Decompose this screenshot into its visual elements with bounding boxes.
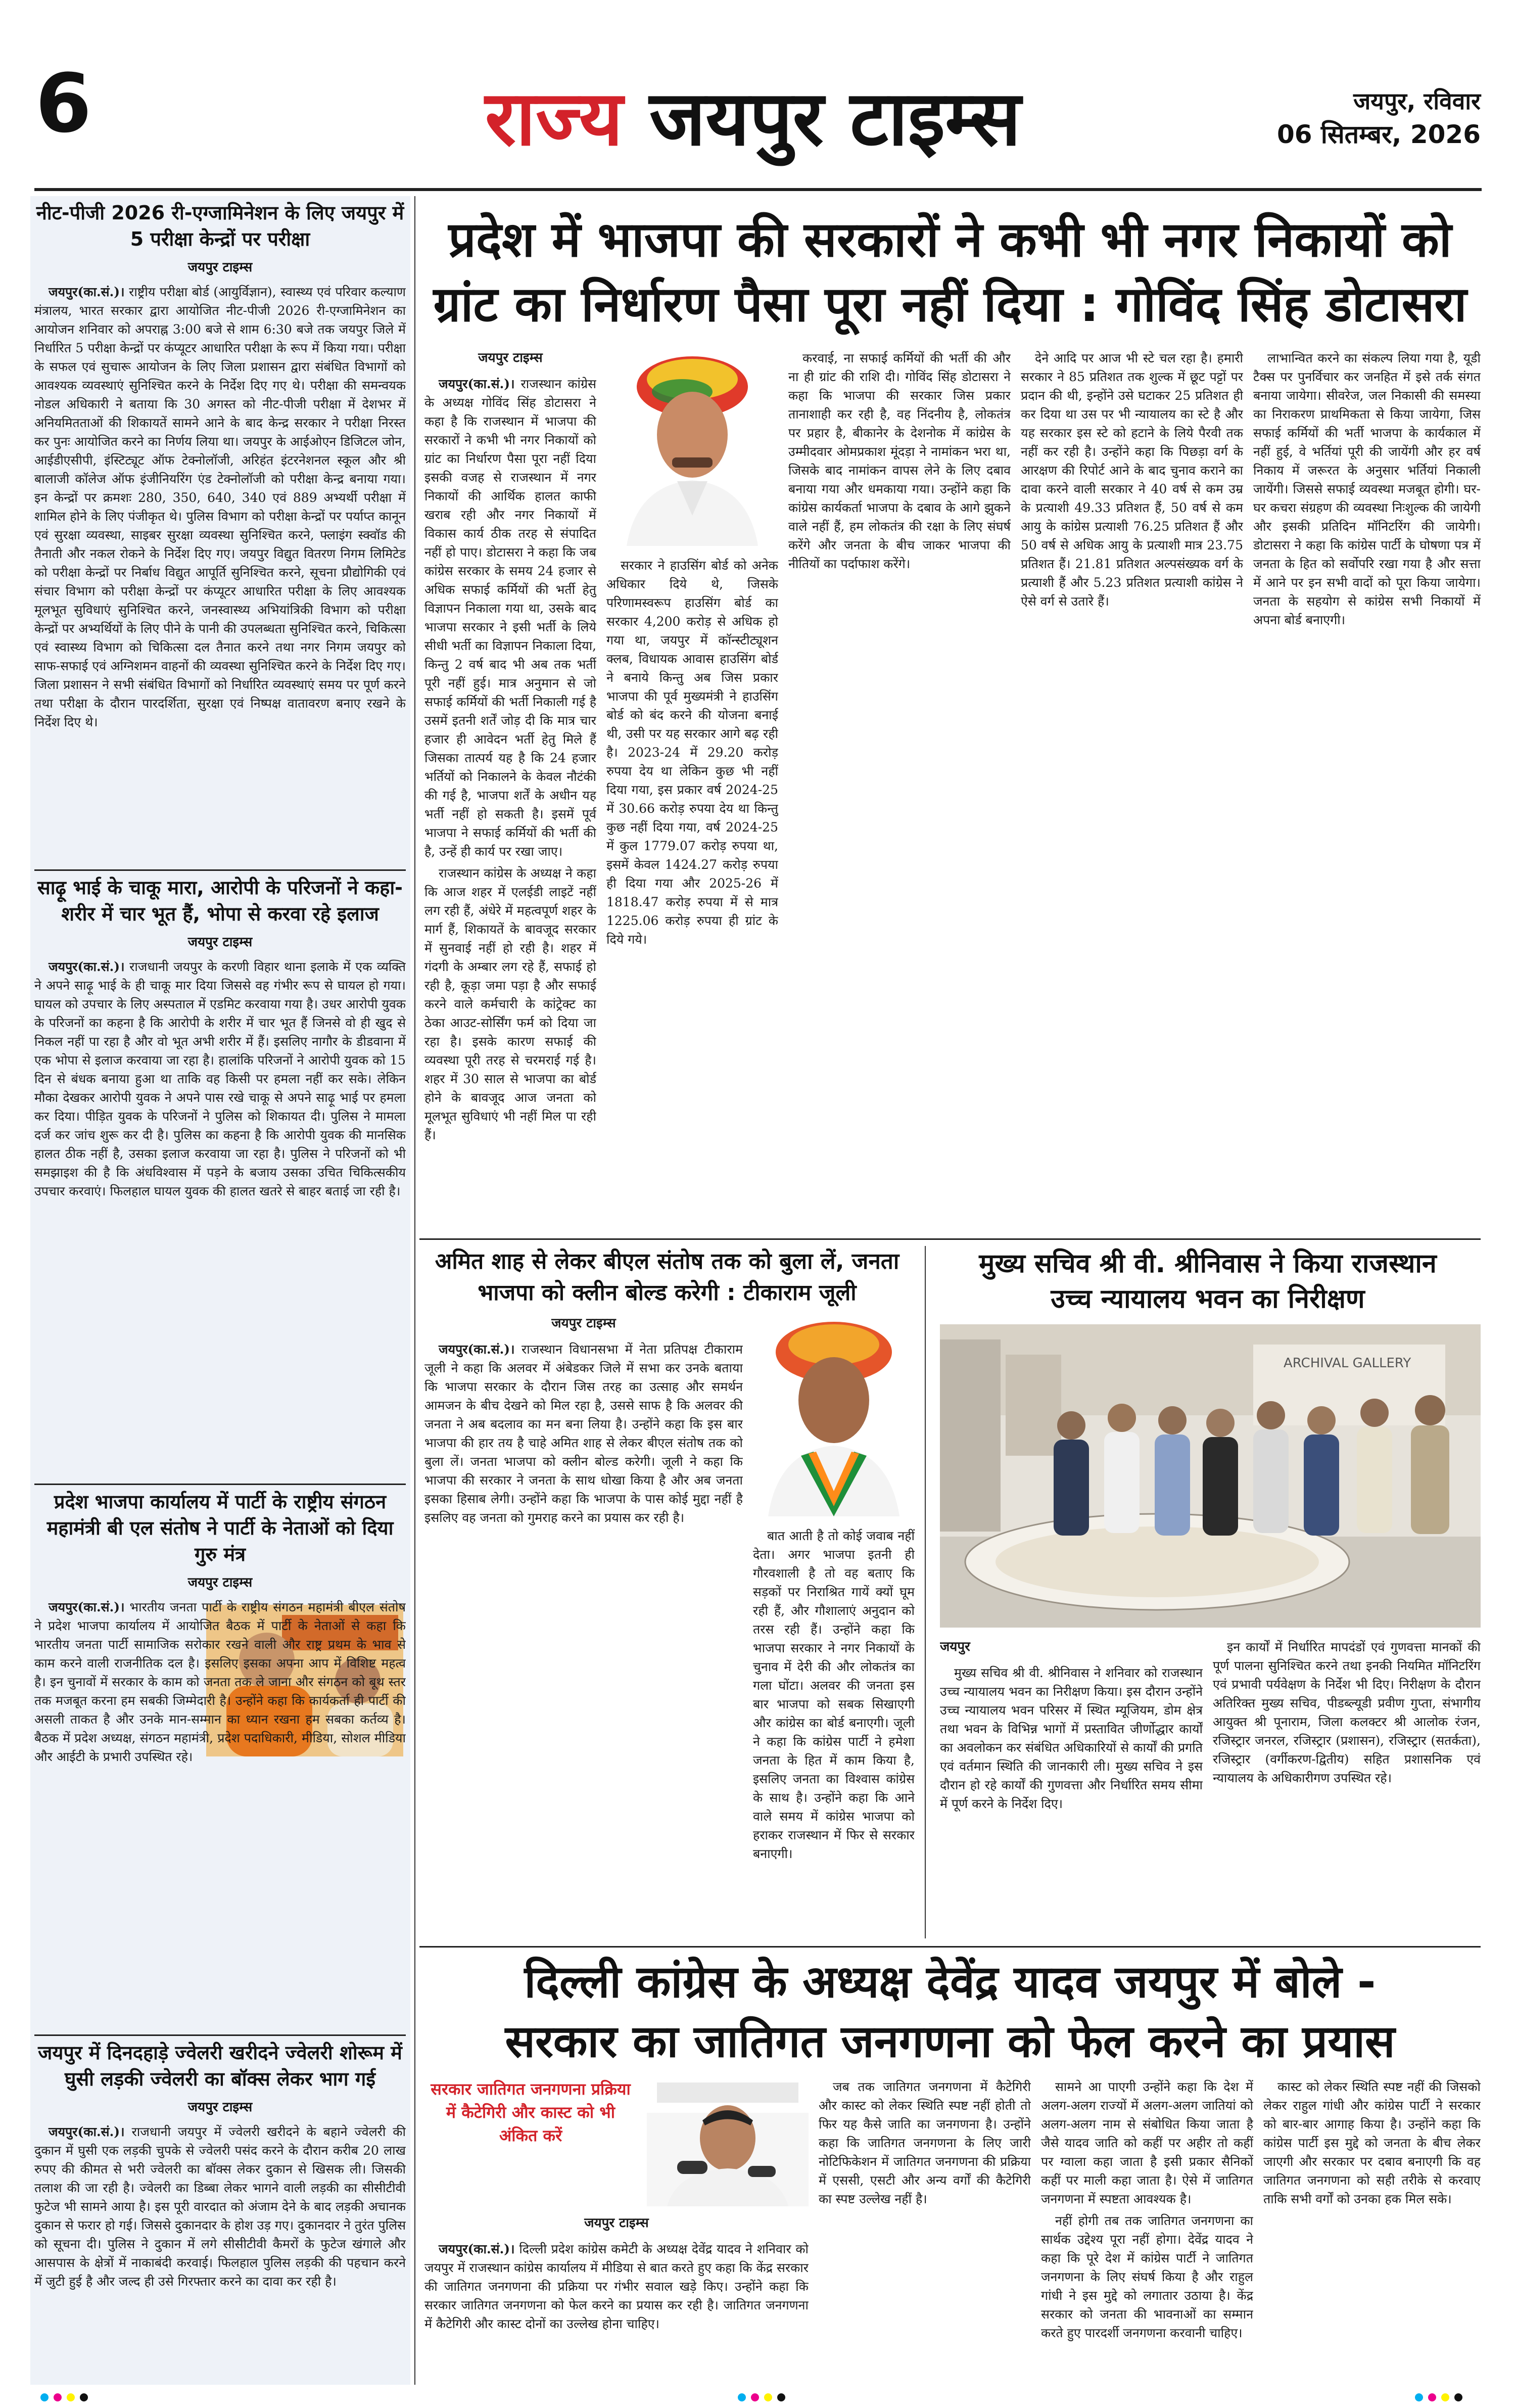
mid-bottom-rule xyxy=(419,1946,1481,1948)
dateline: जयपुर(का.सं.)। xyxy=(49,959,125,974)
cs-col-2 xyxy=(1213,1638,1481,1938)
registration-marks-bottom-right xyxy=(1415,2393,1476,2403)
yadav-col3-text: सामने आ पाएगी उन्होंने कहा कि देश में अलग-अलग राज्यों में अलग-अलग जातियां को अलग-अलग नाम से संबोधित किया जाता है जैसे यादव जाति को कहीं पर अहीर तो कहीं पर ग्वाला कहा जाता है इसी प्रकार सैनिकों कहीं पर माली कहा जाता है। ऐसे में जातिगत जनगणना में स्पष्टता आवश्यक है। xyxy=(1041,2079,1253,2206)
story-body: भारतीय जनता पार्टी के राष्ट्रीय संगठन महामंत्री बीएल संतोष ने प्रदेश भाजपा कार्यालय में आयोजित बैठक में पार्टी के नेताओं से कहा कि भारतीय जनता पार्टी सामाजिक सरोकार रखने वाली और राष्ट्र प्रथम के भाव से काम करने वाली राजनीतिक दल है। इसलिए इसका अपना आप में विशिष्ट महत्व है। इन चुनावों में सरकार के काम को जनता तक ले जाना और संगठन को बूथ स्तर तक मजबूत करना हम सबकी जिम्मेदारी है। उन्होंने कहा कि कार्यकर्ता ही पार्टी की असली ताकत है और उनके मान-सम्मान का ध्यान रखना हम सबका कर्तव्य है। बैठक में प्रदेश अध्यक्ष, संगठन महामंत्री, प्रदेश पदाधिकारी, मीडिया, सोशल मीडिया और आईटी के प्रभारी उपस्थित रहे। xyxy=(34,1600,406,1764)
sidebar-divider xyxy=(414,196,415,2385)
jully-photo xyxy=(753,1314,915,1516)
lead-col-1 xyxy=(424,349,596,1231)
cs-col-1 xyxy=(940,1638,1203,1938)
lead-col6-text: लाभान्वित करने का संकल्प लिया गया है, यूडी टैक्स पर पुनर्विचार कर जनहित में इसे तर्क संगत बनाया जायेगा। सीवरेज, जल निकासी की समस्या का निराकरण प्राथमिकता से किया जायेगा, जिस सफाई कर्मियों की भर्ती भाजपा के कार्यकाल में नहीं हुई, वे भर्तियां पूरी की जायेंगी और हर वर्ष निकाय में जरूरत के अनुसार भर्तियां निकाली जायेंगी। जिससे सफाई व्यवस्था मजबूत होगी। घर-घर कचरा संग्रहण की व्यवस्था निःशुल्क की जायेगी और इसकी प्रतिदिन मॉनिटरिंग की जायेगी। डोटासरा ने कहा कि कांग्रेस पार्टी के घोषणा पत्र में जनता के हित को सर्वोपरि रखा गया है और सत्ता में आने पर इन सभी वादों को पूरा किया जायेगा। जनता के सहयोग से कांग्रेस सभी निकायों में अपना बोर्ड बनाएगी। xyxy=(1253,351,1481,627)
jully-headline xyxy=(419,1246,915,1309)
story-divider xyxy=(34,2034,406,2036)
lead-byline: जयपुर टाइम्स xyxy=(478,350,543,365)
sidebar-story-stabbing xyxy=(34,874,406,1481)
lead-col4-text: करवाई, ना सफाई कर्मियों की भर्ती की और ना ही ग्रांट की राशि दी। गोविंद सिंह डोटासरा ने कहा कि भाजपा की सरकार जिस प्रकार तानाशाही कर रही है, वह निंदनीय है, लोकतंत्र पर प्रहार है, बीकानेर के देशनोक में कांग्रेस के उम्मीदवार ओमप्रकाश मूंदड़ा ने नामांकन भरा था, जिसके बाद नामांकन वापस लेने के लिए दबाव बनाया गया और धमकाया गया। उन्होंने कहा कि कांग्रेस कार्यकर्ता भाजपा के दबाव के आगे झुकने वाले नहीं हैं, हम लोकतंत्र की रक्षा के लिए संघर्ष करेंगे और जनता के बीच जाकर भाजपा की नीतियों का पर्दाफाश करेंगे। xyxy=(788,351,1011,571)
yadav-headline xyxy=(419,1952,1481,2071)
sidebar-story-byline: जयपुर टाइम्स xyxy=(187,935,253,950)
yadav-byline: जयपुर टाइम्स xyxy=(584,2215,649,2231)
masthead-title xyxy=(374,76,1132,162)
sidebar-story-byline: जयपुर टाइम्स xyxy=(187,1575,253,1590)
sidebar-story-title: जयपुर में दिनदहाड़े ज्वेलरी खरीदने ज्वेलरी शोरूम में घुसी लड़की ज्वेलरी का बॉक्स लेकर भाग गई xyxy=(38,2042,402,2090)
yadav-col-4 xyxy=(1041,2077,1253,2383)
lead-col3-text: सरकार ने हाउसिंग बोर्ड को अनेक अधिकार दिये थे, जिसके परिणामस्वरूप हाउसिंग बोर्ड का सरकार 4,200 करोड़ से अधिक हो गया था, जयपुर में कॉन्स्टीट्यूशन क्लब, विधायक आवास हाउसिंग बोर्ड ने बनाये किन्तु अब जिस प्रकार भाजपा की पूर्व मुख्यमंत्री ने हाउसिंग बोर्ड को बंद करने की योजना बनाई थी, उसी पर यह सरकार आगे बढ़ रही है। 2023-24 में 29.20 करोड़ रुपया देय था लेकिन कुछ भी नहीं दिया गया, इस प्रकार वर्ष 2024-25 में 30.66 करोड़ रुपया देय था किन्तु कुछ नहीं दिया गया, वर्ष 2024-25 में कुल 1779.07 करोड़ रुपया था, इसमें केवल 1424.27 करोड़ रुपया ही दिया गया और 2025-26 में 1818.47 करोड़ रुपया में से मात्र 1225.06 करोड़ रुपया ही ग्रांट के दिये गये। xyxy=(606,558,778,947)
lead-bottom-rule xyxy=(419,1238,1481,1240)
story-divider xyxy=(34,1484,406,1485)
story-body: राजधानी जयपुर के करणी विहार थाना इलाके में एक व्यक्ति ने अपने साढ़ू भाई के ही चाकू मार दिया जिससे वह गंभीर रूप से घायल हो गया। घायल को उपचार के लिए अस्पताल में एडमिट करवाया गया है। उधर आरोपी युवक के परिजनों का कहना है कि आरोपी के शरीर में चार भूत हैं जिनसे वो ही खुद से निकल नहीं पा रहा है और वो भूत अभी शरीर में हैं। इसलिए नागौर के डीडवाना में एक भोपा से इलाज करवाया जा रहा है। हालांकि परिजनों ने आरोपी युवक को 15 दिन से बंधक बनाया हुआ था ताकि वह किसी पर हमला नहीं कर सके। लेकिन मौका देखकर आरोपी युवक ने अपने पास रखे चाकू से अपने साढ़ू भाई पर हमला कर दिया। पीड़ित युवक के परिजनों ने पुलिस को शिकायत दी। पुलिस ने मामला दर्ज कर जांच शुरू कर दी है। पुलिस का कहना है कि आरोपी युवक की मानसिक हालत ठीक नहीं है, उसका इलाज करवाया जा रहा है। पुलिस ने परिजनों को भी समझाइश की है कि अंधविश्वास में पड़ने के बजाय उसका उचित चिकित्सकीय उपचार करवाएं। फिलहाल घायल युवक की हालत खतरे से बाहर बताई जा रही है। xyxy=(34,959,406,1198)
archival-gallery-sign: ARCHIVAL GALLERY xyxy=(1284,1356,1411,1371)
lead-col2-text: राजस्थान कांग्रेस के अध्यक्ष ने कहा कि आज शहर में एलईडी लाइटें नहीं लग रही हैं, अंधेरे में महत्वपूर्ण शहर के मार्ग हैं, शिकायतें के बावजूद सरकार में सुनवाई नहीं हो रही है। शहर में गंदगी के अम्बार लग रहे हैं, सफाई हो रही है, कूड़ा जमा पड़ा है और सफाई करने वाले कर्मचारी के कांट्रेक्ट का ठेका आउट-सोर्सिंग फर्म को दिया जा रहा है। इसके कारण सफाई की व्यवस्था पूरी तरह से चरमराई गई है। शहर में 30 साल से भाजपा का बोर्ड होने के बावजूद आज जनता को मूलभूत सुविधाएं भी नहीं मिल पा रही हैं। xyxy=(424,866,596,1142)
yadav-headline-line1: दिल्ली कांग्रेस के अध्यक्ष देवेंद्र यादव जयपुर में बोले - xyxy=(524,1956,1376,2008)
jully-col1-text: राजस्थान विधानसभा में नेता प्रतिपक्ष टीकाराम जूली ने कहा कि अलवर में अंबेडकर जिले में सभा कर उनके बताया कि भाजपा सरकार के दौरान जिस तरह का उत्साह और समर्थन आमजन के बीच देखने को मिल रहा है, उससे साफ है कि अलवर की जनता ने अब बदलाव का मन बना लिया है। उन्होंने कहा कि इस बार भाजपा की हार तय है चाहे अमित शाह से लेकर बीएल संतोष तक को बुला लें। जनता भाजपा को क्लीन बोल्ड करेगी। जूली ने कहा कि भाजपा की सरकार ने जनता के साथ धोखा किया है और अब जनता इसका हिसाब लेगी। उन्होंने कहा कि भाजपा के पास कोई मुद्दा नहीं है इसलिए वह जनता को गुमराह करने का प्रयास कर रही है। xyxy=(424,1342,743,1525)
jully-col-2 xyxy=(753,1526,915,1938)
masthead-name: जयपुर टाइम्स xyxy=(649,75,1021,163)
dateline: जयपुर(का.सं.)। xyxy=(49,1600,125,1614)
registration-marks-bottom-center xyxy=(738,2393,798,2403)
dateline: जयपुर(का.सं.)। xyxy=(439,1342,515,1357)
cs-col2-text: इन कार्यों में निर्धारित मापदंडों एवं गुणवत्ता मानकों की पूर्ण पालना सुनिश्चित करने तथा इनकी नियमित मॉनिटरिंग एवं प्रभावी पर्यवेक्षण के निर्देश भी दिए। निरीक्षण के दौरान अतिरिक्त मुख्य सचिव, पीडब्ल्यूडी प्रवीण गुप्ता, संभागीय आयुक्त श्री पूनाराम, जिला कलक्टर श्री आलोक रंजन, रजिस्ट्रार जनरल, रजिस्ट्रार (प्रशासन), रजिस्ट्रार (सतर्कता), रजिस्ट्रार (वर्गीकरण-द्वितीय) सहित प्रशासनिक एवं न्यायालय के अधिकारीगण उपस्थित रहे। xyxy=(1213,1640,1481,1785)
yadav-col4-text: नहीं होगी तब तक जातिगत जनगणना का सार्थक उद्देश्य पूरा नहीं होगा। देवेंद्र यादव ने कहा कि पूरे देश में कांग्रेस पार्टी ने जातिगत जनगणना के लिए संघर्ष किया है और राहुल गांधी ने इस मुद्दे को लगातार उठाया है। केंद्र सरकार को जनता की भावनाओं का सम्मान करते हुए पारदर्शी जनगणना करवानी चाहिए। xyxy=(1041,2213,1253,2340)
lead-col-6 xyxy=(1253,349,1481,1231)
yadav-headline-line2: सरकार का जातिगत जनगणना को फेल करने का प्रयास xyxy=(505,2015,1395,2067)
lead-col-3 xyxy=(606,556,778,1231)
masthead-date: 06 सितम्बर, 2026 xyxy=(1276,120,1481,149)
yadav-col5-text: कास्ट को लेकर स्थिति स्पष्ट नहीं की जिसको लेकर राहुल गांधी और कांग्रेस पार्टी ने सरकार को बार-बार आगाह किया है। उन्होंने कहा कि कांग्रेस पार्टी इस मुद्दे को जनता के बीच लेकर जाएगी और सरकार पर दबाव बनाएगी कि वह जातिगत जनगणना को सही तरीके से करवाए ताकि सभी वर्गों को उनका हक मिल सके। xyxy=(1263,2079,1481,2206)
sidebar-story-byline: जयपुर टाइम्स xyxy=(187,2100,253,2115)
lead-headline-line1: प्रदेश में भाजपा की सरकारों ने कभी भी नगर निकायों को xyxy=(448,211,1452,268)
story-body: राष्ट्रीय परीक्षा बोर्ड (आयुर्विज्ञान), स्वास्थ्य एवं परिवार कल्याण मंत्रालय, भारत सरकार द्वारा आयोजित नीट-पीजी 2026 री-एग्जामिनेशन का आयोजन शनिवार को अपराह्न 3:00 बजे से शाम 6:30 बजे तक जयपुर जिले में निर्धारित 5 परीक्षा केन्द्रों पर कंप्यूटर आधारित परीक्षा के रूप में किया गया। परीक्षा के सफल एवं सुचारू आयोजन के लिए जिला प्रशासन द्वारा संबंधित विभागों को आवश्यक व्यवस्थाएं सुनिश्चित करने के निर्देश दिए गए थे। परीक्षा की समन्वयक नोडल अधिकारी ने बताया कि 30 अगस्त को नीट-पीजी परीक्षा में देशभर में अनियमितताओं की शिकायतें सामने आने के बाद केन्द्र सरकार ने परीक्षा निरस्त कर पुनः आयोजित करने का निर्णय लिया था। जयपुर के आईओएन डिजिटल जोन, आईडीएसीपी, इंस्टिट्यूट ऑफ टेक्नोलॉजी, अरिहंत इंटरनेशनल स्कूल और श्री बालाजी कॉलेज ऑफ इंजीनियरिंग एंड टेक्नोलॉजी को परीक्षा केन्द्र बनाया गया। इन केन्द्रों पर क्रमशः 280, 350, 640, 340 एवं 889 अभ्यर्थी परीक्षा में शामिल होने के लिए पंजीकृत थे। पुलिस विभाग को परीक्षा केन्द्रों पर पर्याप्त कानून एवं सुरक्षा व्यवस्था, साइबर सुरक्षा व्यवस्था सुनिश्चित करने, फ्लाइंग स्क्वॉड की तैनाती और नकल रोकने के निर्देश दिए गए। जयपुर विद्युत वितरण निगम लिमिटेड को परीक्षा केन्द्रों पर निर्बाध विद्युत आपूर्ति सुनिश्चित करने, सूचना प्रौद्योगिकी एवं संचार विभाग को परीक्षा केन्द्रों पर कंप्यूटर आधारित परीक्षा के लिए आवश्यक मूलभूत सुविधाएं सुनिश्चित करने, जनस्वास्थ्य अभियांत्रिकी विभाग को परीक्षा केन्द्रों पर अभ्यर्थियों के लिए पीने के पानी की उपलब्धता सुनिश्चित करने, चिकित्सा एवं स्वास्थ्य विभाग को चिकित्सा दल तैनात करने तथा नगर निगम जयपुर को साफ-सफाई एवं अग्निशमन वाहनों की व्यवस्था सुनिश्चित करने के निर्देश दिए गए। जिला प्रशासन ने सभी संबंधित विभागों को निर्धारित व्यवस्थाएं समय पर पूर्ण करने तथा परीक्षा के दौरान पारदर्शिता, सुरक्षा एवं निष्पक्ष वातावरण बनाए रखने के निर्देश दिए थे। xyxy=(34,285,406,729)
mid-divider xyxy=(925,1246,926,1938)
masthead-city-day: जयपुर, रविवार xyxy=(1353,87,1481,115)
jully-headline-line1: अमित शाह से लेकर बीएल संतोष तक को बुला लें, जनता xyxy=(435,1248,899,1274)
yadav-col-1 xyxy=(424,2214,809,2383)
registration-marks-bottom xyxy=(40,2393,172,2403)
pullquote: सरकार जातिगत जनगणना प्रक्रिया में कैटेगिरी और कास्ट को भी अंकित करें xyxy=(431,2079,631,2145)
yadav-col1-text: दिल्ली प्रदेश कांग्रेस कमेटी के अध्यक्ष देवेंद्र यादव ने शनिवार को जयपुर में राजस्थान कांग्रेस कार्यालय में मीडिया से बात करते हुए कहा कि केंद्र सरकार की जातिगत जनगणना की प्रक्रिया पर गंभीर सवाल खड़े किए। उन्होंने कहा कि सरकार जातिगत जनगणना को फेल करने का प्रयास कर रही है। जातिगत जनगणना में कैटेगिरी और कास्ट दोनों का उल्लेख होना चाहिए। xyxy=(424,2242,809,2331)
dateline: जयपुर(का.सं.)। xyxy=(49,2124,125,2139)
yadav-col2-text: जब तक जातिगत जनगणना में कैटेगिरी और कास्ट को लेकर स्थिति स्पष्ट नहीं होती तो फिर यह कैसे जाति का जनगणना है। उन्होंने कहा कि जातिगत जनगणना के लिए जारी नोटिफिकेशन में जातिगत जनगणना की प्रक्रिया में एससी, एसटी और अन्य वर्गों की कैटेगिरी का स्पष्ट उल्लेख नहीं है। xyxy=(819,2079,1031,2206)
story-body: राजधानी जयपुर में ज्वेलरी खरीदने के बहाने ज्वेलरी की दुकान में घुसी एक लड़की चुपके से ज्वेलरी पसंद करने के दौरान करीब 20 लाख रुपए की कीमत से भरी ज्वेलरी का बॉक्स लेकर दुकान से खिसक ली। जिसकी तलाश की जा रही है। ज्वेलरी का डिब्बा लेकर भागने वाली लड़की का सीसीटीवी फुटेज भी सामने आया है। इस पूरी वारदात को अंजाम देने के बाद लड़की अचानक दुकान से फरार हो गई। जिससे दुकानदार के होश उड़ गए। दुकानदार ने तुरंत पुलिस को सूचना दी। पुलिस ने दुकान में लगे सीसीटीवी कैमरों के फुटेज खंगाले और आसपास के क्षेत्रों में नाकाबंदी करवाई। फिलहाल पुलिस लड़की की पहचान करने में जुटी हुई है और जल्द ही उसे गिरफ्तार करने का दावा कर रही है। xyxy=(34,2124,406,2289)
cs-headline-line1: मुख्य सचिव श्री वी. श्रीनिवास ने किया राजस्थान xyxy=(979,1248,1437,1279)
sidebar-story-neet xyxy=(34,200,406,867)
sidebar-story-title: प्रदेश भाजपा कार्यालय में पार्टी के राष्ट्रीय संगठन महामंत्री बी एल संतोष ने पार्टी के नेताओं को दिया गुरु मंत्र xyxy=(46,1491,394,1565)
lead-headline-line2: ग्रांट का निर्धारण पैसा पूरा नहीं दिया : गोविंद सिंह डोटासरा xyxy=(433,276,1467,333)
jully-byline: जयपुर टाइम्स xyxy=(551,1316,616,1331)
sidebar-story-bjp-meeting xyxy=(34,1489,406,2029)
masthead-rule xyxy=(34,188,1482,191)
jully-col-1 xyxy=(424,1314,743,1938)
lead-col1-text: राजस्थान कांग्रेस के अध्यक्ष गोविंद सिंह डोटासरा ने कहा है कि राजस्थान में भाजपा की सरकारों ने कभी भी नगर निकायों को ग्रांट का निर्धारण पैसा पूरा नहीं दिया इसकी वजह से राजस्थान में नगर निकायों की आर्थिक हालत काफी खराब रही और नगर निकायों में विकास कार्य ठीक तरह से संपादित नहीं हो पाए। डोटासरा ने कहा कि जब कांग्रेस सरकार के समय 24 हजार से अधिक सफाई कर्मियों की भर्ती हेतु विज्ञापन निकाला गया था, उसके बाद भाजपा सरकार ने इसी भर्ती के लिये सीधी भर्ती का विज्ञापन निकाला दिया, किन्तु 2 वर्ष बाद भी अब तक भर्ती पूरी नहीं हुई। मात्र अनुमान से जो सफाई कर्मियों की भर्ती निकाली गई है उसमें इतनी शर्तें जोड़ दी कि मात्र चार हजार ही आवेदन भर्ती हेतु मिले हैं जिसका तात्पर्य यह है कि 24 हजार भर्तियों को निकालने के केवल नौटंकी की गई है, भाजपा शर्तें के अधीन यह भर्ती नहीं हो सकती है। इसमें पूर्व भाजपा ने सफाई कर्मियों की भर्ती की है, उन्हें ही कार्य पर रखा जाए। xyxy=(424,377,596,859)
lead-col-5 xyxy=(1021,349,1243,1231)
lead-col5-text: देने आदि पर आज भी स्टे चल रहा है। हमारी सरकार ने 85 प्रतिशत तक शुल्क में छूट पट्टों पर प्रदान की थी, इन्होंने उसे घटाकर 25 प्रतिशत ही कर दिया था उस पर भी न्यायालय का स्टे है और यह सरकार इस स्टे को हटाने के लिये पैरवी तक नहीं कर रही है। उन्होंने कहा कि पिछड़ा वर्ग के आरक्षण की रिपोर्ट आने के बाद चुनाव कराने का दावा करने वाली सरकार ने 40 वर्ष से कम उम्र के प्रत्याशी 49.33 प्रतिशत हैं, 50 वर्ष से कम आयु के कांग्रेस प्रत्याशी 76.25 प्रतिशत हैं और 50 वर्ष से अधिक आयु के प्रत्याशी मात्र 23.75 प्रतिशत हैं। 21.81 प्रतिशत अल्पसंख्यक वर्ग के प्रत्याशी हैं और 5.23 प्रतिशत प्रत्याशी कांग्रेस ने ऐसे वर्ग से उतारे हैं। xyxy=(1021,351,1243,609)
cs-headline xyxy=(935,1246,1481,1317)
masthead-section: राज्य xyxy=(485,75,623,163)
lead-headline xyxy=(419,207,1481,337)
inspection-photo xyxy=(940,1324,1481,1628)
dotasra-photo xyxy=(606,349,778,546)
yadav-col-3 xyxy=(819,2077,1031,2383)
dateline: जयपुर(का.सं.)। xyxy=(439,2242,515,2256)
cs-headline-line2: उच्च न्यायालय भवन का निरीक्षण xyxy=(1051,1284,1365,1314)
dateline: जयपुर(का.सं.)। xyxy=(439,377,515,391)
cs-col1-text: मुख्य सचिव श्री वी. श्रीनिवास ने शनिवार को राजस्थान उच्च न्यायालय भवन का निरीक्षण किया। इस दौरान उन्होंने उच्च न्यायालय भवन परिसर में स्थित म्यूजियम, डोम क्षेत्र तथा भवन के विभिन्न भागों में प्रस्तावित जीर्णोद्धार कार्यों का अवलोकन कर संबंधित अधिकारियों से कार्यों की प्रगति एवं वर्तमान स्थिति की जानकारी ली। मुख्य सचिव ने इस दौरान हो रहे कार्यों की गुणवत्ता और निर्धारित समय सीमा में पूर्ण करने के निर्देश दिए। xyxy=(940,1665,1203,1811)
jully-col2-text: बात आती है तो कोई जवाब नहीं देता। अगर भाजपा इतनी ही गौरवशाली है तो वह बताए कि सड़कों पर निराश्रित गायें क्यों घूम रही हैं, और गौशालाएं अनुदान को तरस रही हैं। उन्होंने कहा कि भाजपा सरकार ने नगर निकायों के चुनाव में देरी की और लोकतंत्र का गला घोंटा। अलवर की जनता इस बार भाजपा को सबक सिखाएगी और कांग्रेस का बोर्ड बनाएगी। जूली ने कहा कि कांग्रेस पार्टी ने हमेशा जनता के हित में काम किया है, इसलिए जनता का विश्वास कांग्रेस के साथ है। उन्होंने कहा कि आने वाले समय में कांग्रेस भाजपा को हराकर राजस्थान में फिर से सरकार बनाएगी। xyxy=(753,1529,915,1861)
cs-byline: जयपुर xyxy=(940,1639,970,1654)
sidebar-story-jewellery xyxy=(34,2040,406,2383)
page-number: 6 xyxy=(35,56,92,151)
devendra-yadav-photo xyxy=(647,2077,809,2206)
yadav-col-5 xyxy=(1263,2077,1481,2383)
story-divider xyxy=(34,869,406,871)
sidebar-story-title: साढ़ू भाई के चाकू मारा, आरोपी के परिजनों ने कहा- शरीर में चार भूत हैं, भोपा से करवा रहे इलाज xyxy=(37,876,403,925)
sidebar-story-byline: जयपुर टाइम्स xyxy=(187,260,253,275)
jully-headline-line2: भाजपा को क्लीन बोल्ड करेगी : टीकाराम जूली xyxy=(478,1280,857,1306)
lead-col-4 xyxy=(788,349,1011,1231)
sidebar-story-title: नीट-पीजी 2026 री-एग्जामिनेशन के लिए जयपुर में 5 परीक्षा केन्द्रों पर परीक्षा xyxy=(36,202,404,250)
dateline: जयपुर(का.सं.)। xyxy=(49,285,125,299)
